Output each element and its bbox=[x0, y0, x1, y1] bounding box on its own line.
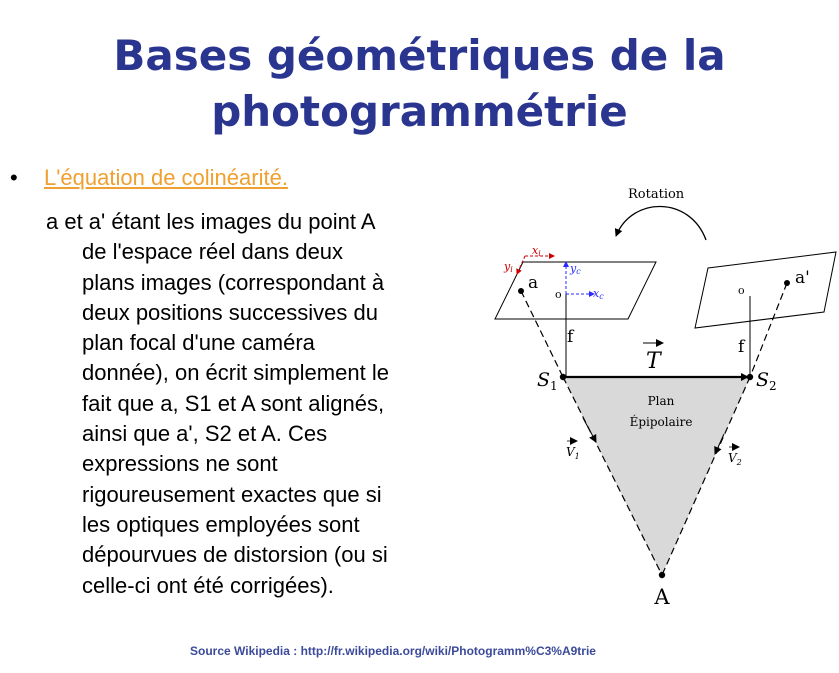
paragraph bbox=[46, 207, 476, 601]
label-f-left: f bbox=[567, 327, 574, 347]
right-image-plane bbox=[695, 252, 836, 328]
label-yi bbox=[503, 260, 513, 274]
label-xi-sub: i bbox=[538, 249, 541, 258]
label-v1 bbox=[566, 445, 580, 461]
label-yc bbox=[569, 262, 581, 276]
paragraph-line: fait que a, S1 et A sont alignés, bbox=[82, 390, 385, 416]
title-line-2: photogrammétrie bbox=[211, 87, 628, 136]
paragraph-line: celle-ci ont été corrigées). bbox=[82, 572, 334, 598]
paragraph-line: les optiques employées sont bbox=[82, 511, 360, 537]
label-yi-main: y bbox=[504, 260, 511, 273]
paragraph-line: deux positions successives du bbox=[82, 299, 378, 325]
label-yi-sub: i bbox=[510, 265, 513, 274]
label-yc-main: y bbox=[570, 262, 577, 275]
slide-title bbox=[0, 28, 839, 140]
label-s2-main: S bbox=[756, 369, 770, 391]
epipolar-diagram bbox=[488, 178, 839, 618]
label-v2 bbox=[728, 451, 742, 467]
source-citation: Source Wikipedia : http://fr.wikipedia.org/wiki/Photogramm%C3%A9trie bbox=[190, 644, 596, 658]
paragraph-line: donnée), on écrit simplement le bbox=[82, 360, 389, 386]
label-xc-sub: c bbox=[599, 292, 604, 301]
point-a bbox=[518, 288, 524, 294]
label-xc bbox=[593, 287, 604, 301]
paragraph-line: rigoureusement exactes que si bbox=[82, 481, 382, 507]
label-s2 bbox=[756, 369, 777, 393]
label-origin-left: o bbox=[555, 288, 562, 301]
paragraph-line: a et a' étant les images du point A bbox=[46, 209, 376, 234]
label-s1 bbox=[537, 369, 558, 393]
label-s2-sub: 2 bbox=[769, 379, 777, 393]
label-T: T bbox=[646, 349, 661, 374]
paragraph-line: ainsi que a', S2 et A. Ces bbox=[82, 421, 328, 447]
label-v1-main: V bbox=[566, 445, 575, 459]
label-s1-main: S bbox=[537, 369, 551, 391]
paragraph-line: plan focal d'une caméra bbox=[82, 330, 315, 356]
label-s1-sub: 1 bbox=[550, 379, 558, 393]
node-s1 bbox=[560, 374, 566, 380]
paragraph-line: expressions ne sont bbox=[82, 451, 278, 477]
label-a: a bbox=[528, 273, 539, 293]
label-plan: Plan bbox=[647, 394, 675, 408]
label-a-prime: a' bbox=[795, 268, 810, 288]
label-f-right: f bbox=[738, 337, 745, 357]
rotation-arrow bbox=[616, 206, 706, 240]
ray-a-s1 bbox=[521, 291, 563, 377]
rotation-label: Rotation bbox=[628, 187, 685, 202]
label-A: A bbox=[654, 585, 670, 609]
label-xc-main: x bbox=[593, 287, 600, 300]
label-v1-sub: 1 bbox=[574, 452, 580, 461]
node-A bbox=[659, 572, 665, 578]
ray-a2-s2 bbox=[750, 283, 787, 377]
label-v2-main: V bbox=[728, 451, 737, 465]
paragraph-line: plans images (correspondant à bbox=[82, 269, 385, 295]
node-s2 bbox=[747, 374, 753, 380]
label-xi-main: x bbox=[532, 244, 539, 257]
label-epipolaire: Épipolaire bbox=[629, 415, 693, 429]
label-origin-right: o bbox=[738, 284, 745, 297]
label-yc-sub: c bbox=[576, 267, 581, 276]
point-a-prime bbox=[784, 280, 790, 286]
paragraph-line: de l'espace réel dans deux bbox=[82, 239, 344, 265]
label-v2-sub: 2 bbox=[736, 458, 742, 467]
paragraph-line: dépourvues de distorsion (ou si bbox=[82, 542, 388, 568]
title-line-1: Bases géométriques de la bbox=[113, 31, 726, 80]
bullet-marker: • bbox=[10, 165, 18, 190]
label-xi bbox=[532, 244, 541, 258]
bullet-link[interactable]: L'équation de colinéarité. bbox=[44, 165, 288, 190]
